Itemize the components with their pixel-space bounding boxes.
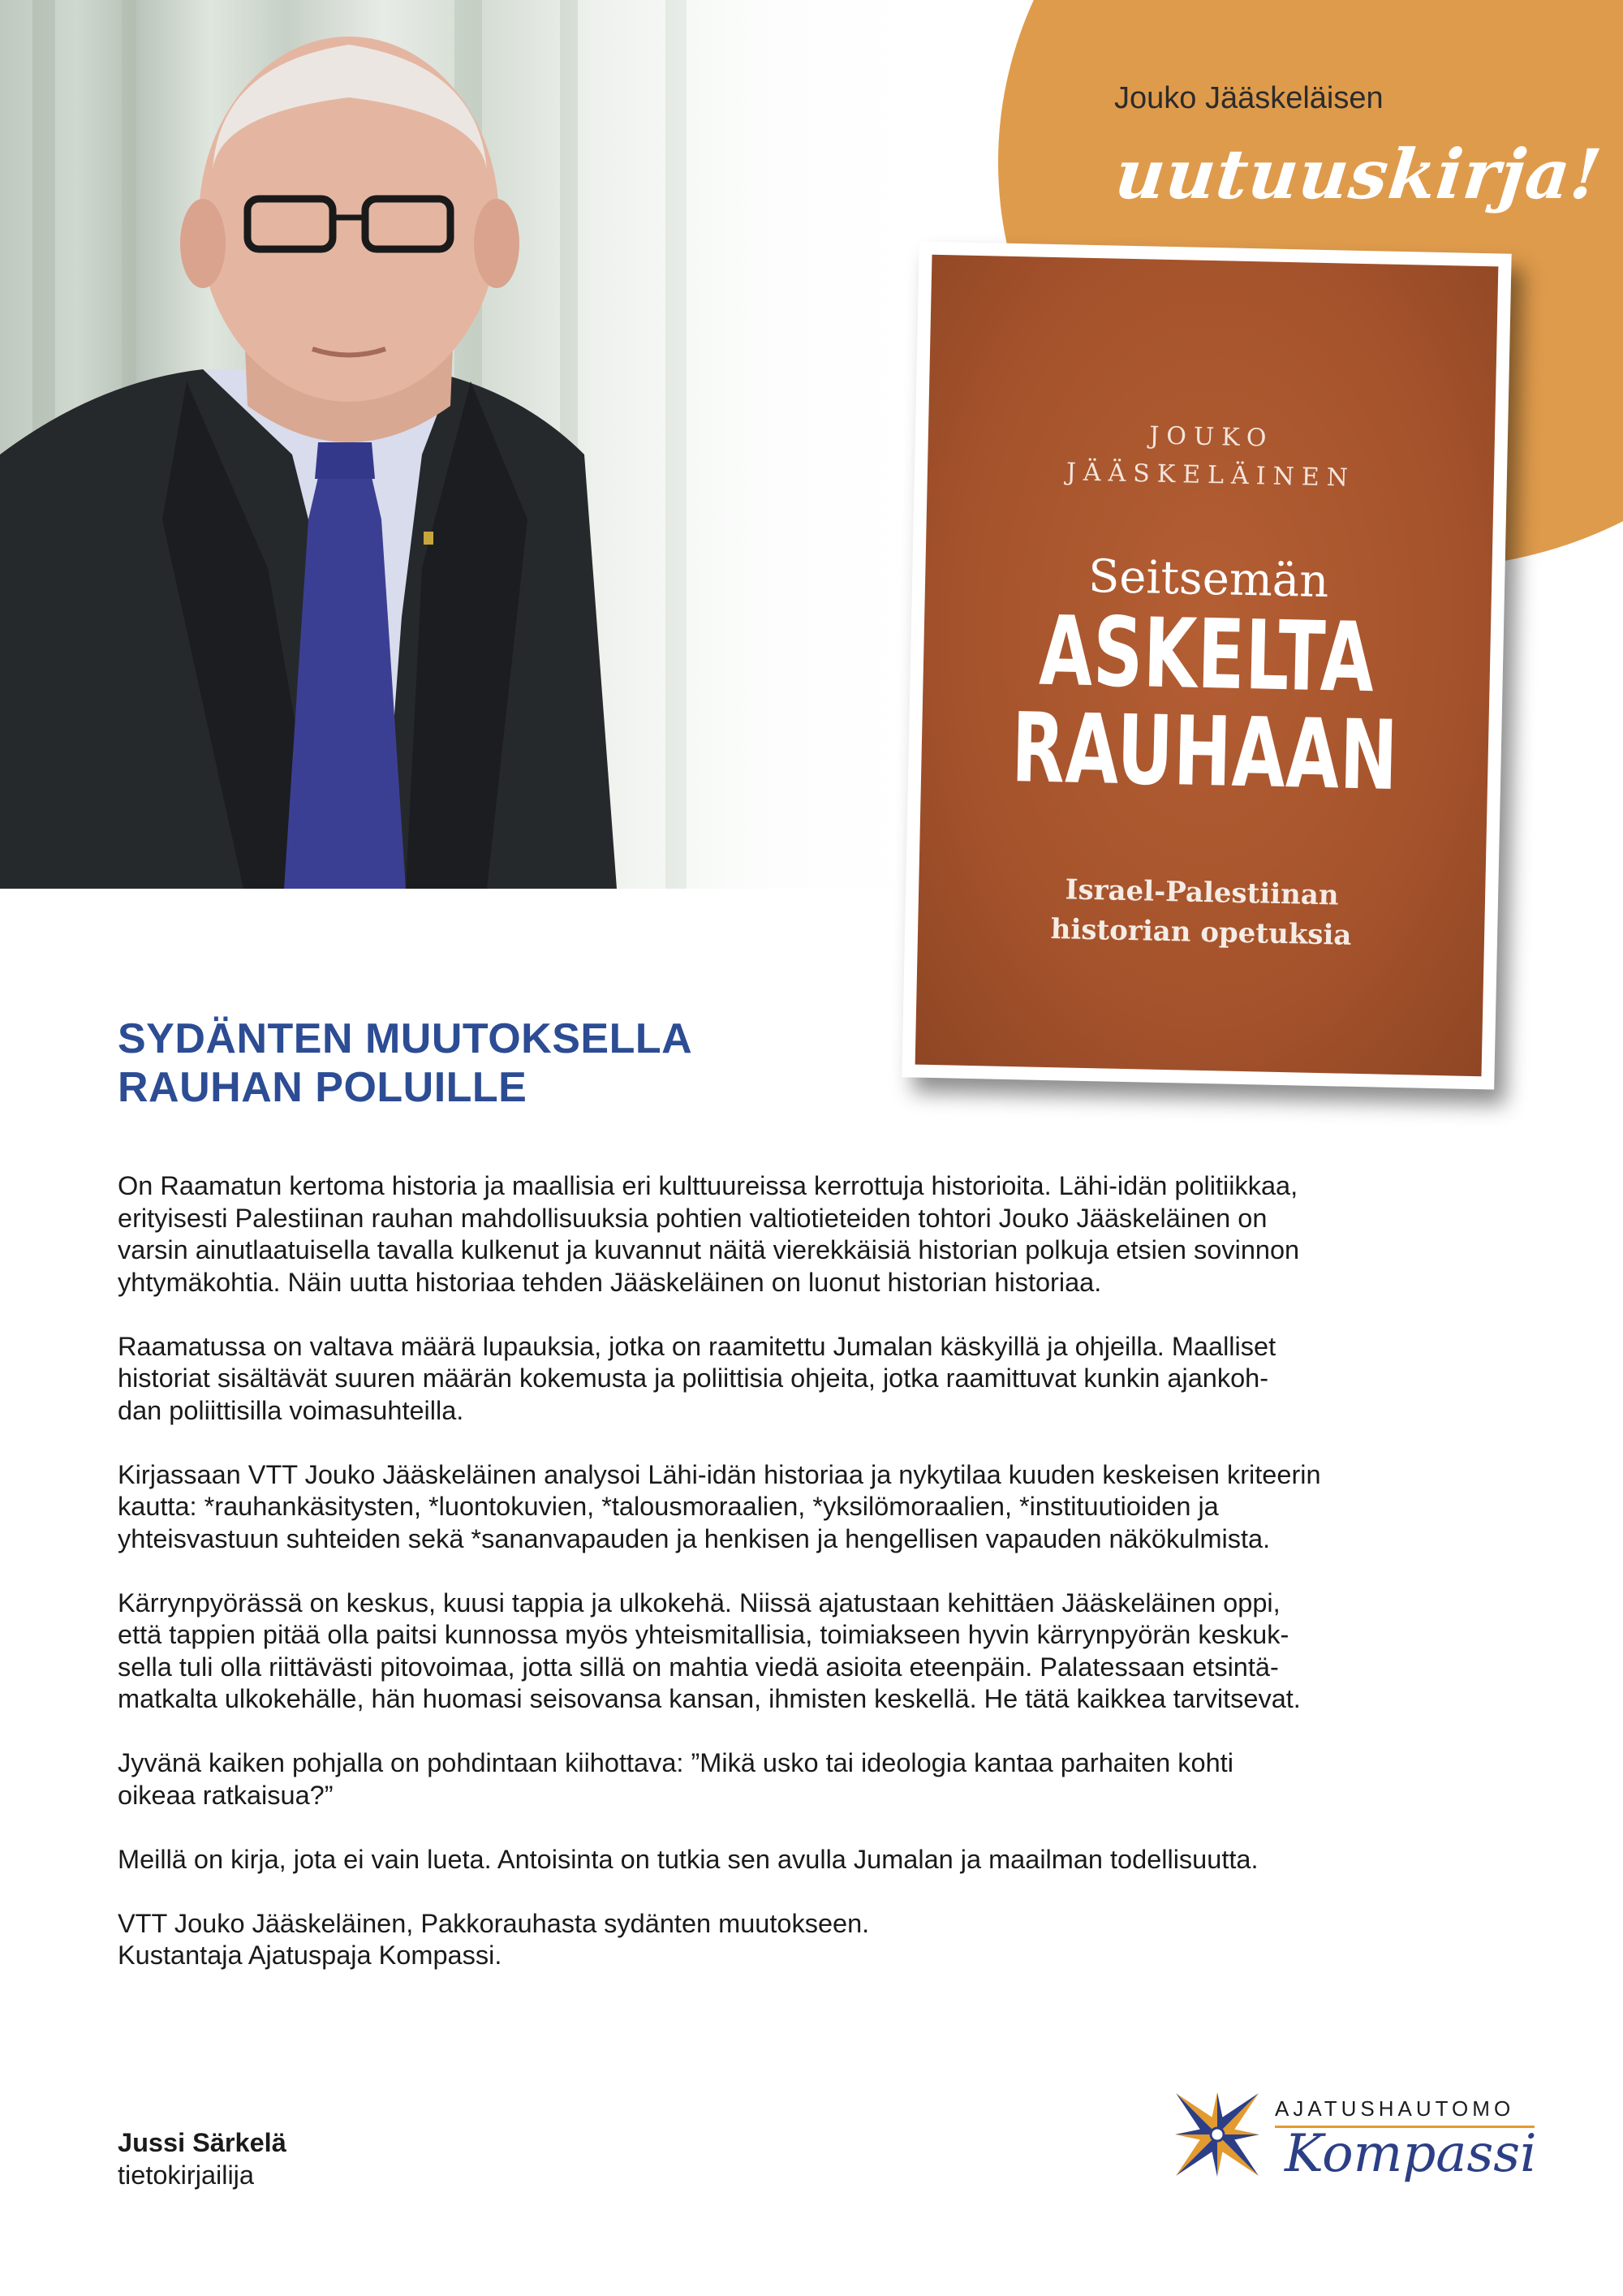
book-cover [915,255,1499,1076]
heading-line1: SYDÄNTEN MUUTOKSELLA [118,1015,693,1062]
book-author [927,413,1495,501]
signature [118,2126,286,2191]
paragraph-3 [118,1459,1542,1556]
text-line: matkalta ulkokehälle, hän huomasi seisovansa kansan, ihmisten keskellä. He tätä kaikkea tarvitsevat. [118,1684,1301,1713]
publisher-logo [1148,2066,1538,2203]
text-line: kautta: *rauhankäsitysten, *luontokuvien, *talousmoraalien, *yksilömoraalien, *instituutioiden ja [118,1492,1219,1521]
book-subtitle-line2: historian opetuksia [1050,913,1352,953]
book-title-line2: RAUHAAN [1010,691,1400,812]
book-author-last: JÄÄSKELÄINEN [1065,457,1356,493]
heading-line2: RAUHAN POLUILLE [118,1064,527,1111]
photo-fade [617,0,958,889]
text-line: sella tuli olla riittävästi pitovoimaa, jotta sillä on mahtia viedä asioita eteenpäin. Palatessaan etsintä- [118,1652,1279,1682]
logo-script-text: Kompassi [1285,2124,1537,2184]
paragraph-7 [118,1908,1542,1972]
text-line: VTT Jouko Jääskeläinen, Pakkorauhasta sydänten muutokseen. [118,1908,870,1938]
text-line: yhtymäkohtia. Näin uutta historiaa tehden Jääskeläinen on luonut historian historiaa. [118,1267,1102,1297]
book-subtitle-line1: Israel-Palestiinan [1065,873,1340,912]
paragraph-1 [118,1170,1542,1299]
text-line: Jyvänä kaiken pohjalla on pohdintaan kiihottava: ”Mikä usko tai ideologia kantaa parhaiten kohti [118,1748,1233,1777]
text-line: Kustantaja Ajatuspaja Kompassi. [118,1941,502,1970]
text-line: oikeaa ratkaisua?” [118,1780,334,1810]
signature-role: tietokirjailija [118,2160,254,2190]
text-line: Kärrynpyörässä on keskus, kuusi tappia ja ulkokehä. Niissä ajatustaan kehittäen Jääskeläinen oppi, [118,1587,1281,1618]
paragraph-2 [118,1331,1542,1428]
compass-star-icon [1148,2066,1286,2203]
promo-kicker: Jouko Jääskeläisen [1114,81,1384,115]
text-line: Raamatussa on valtava määrä lupauksia, jotka on raamitettu Jumalan käskyillä ja ohjeilla. Maalliset [118,1331,1276,1361]
book-author-first: JOUKO [1148,421,1274,453]
text-line: varsin ainutlaatuisella tavalla kulkenut ja kuvannut näitä vierekkäisiä historian polkuja etsien sovinnon [118,1235,1300,1264]
paragraph-6 [118,1844,1542,1876]
text-line: historiat sisältävät suuren määrän kokemusta ja poliittisia ohjeita, jotka raamittuvat kunkin ajankoh- [118,1363,1269,1393]
text-line: Meillä on kirja, jota ei vain lueta. Antoisinta on tutkia sen avulla Jumalan ja maailman todellisuutta. [118,1844,1259,1874]
article-body [118,1170,1542,2004]
book-title-small: Seitsemän [1087,549,1330,609]
text-line: Kirjassaan VTT Jouko Jääskeläinen analysoi Lähi-idän historiaa ja nykytilaa kuuden keskeisen kriteerin [118,1459,1321,1489]
logo-top-text: AJATUSHAUTOMO [1275,2096,1515,2121]
text-line: että tappien pitää olla paitsi kunnossa myös yhteismitallisia, toimiakseen hyvin kärrynpyörän keskuk- [118,1620,1289,1649]
text-line: On Raamatun kertoma historia ja maallisia eri kulttuureissa kerrottuja historioita. Lähi-idän politiikkaa, [118,1171,1298,1200]
article-heading [118,1014,692,1112]
text-line: erityisesti Palestiinan rauhan mahdollisuuksia pohtien valtiotieteiden tohtori Jouko Jääskeläinen on [118,1203,1268,1233]
author-portrait-photo [0,0,958,889]
promo-headline: uutuuskirja! [1111,134,1606,214]
book-subtitle [918,868,1486,959]
signature-name: Jussi Särkelä [118,2128,286,2157]
book-title-line1: ASKELTA [1038,594,1376,714]
book-cover-frame [902,241,1511,1089]
text-line: dan poliittisilla voimasuhteilla. [118,1395,464,1425]
paragraph-4 [118,1587,1542,1716]
book-title-main [1000,594,1411,812]
text-line: yhteisvastuun suhteiden sekä *sananvapauden ja henkisen ja hengellisen vapauden näkökulmista. [118,1523,1271,1553]
paragraph-5 [118,1747,1542,1811]
